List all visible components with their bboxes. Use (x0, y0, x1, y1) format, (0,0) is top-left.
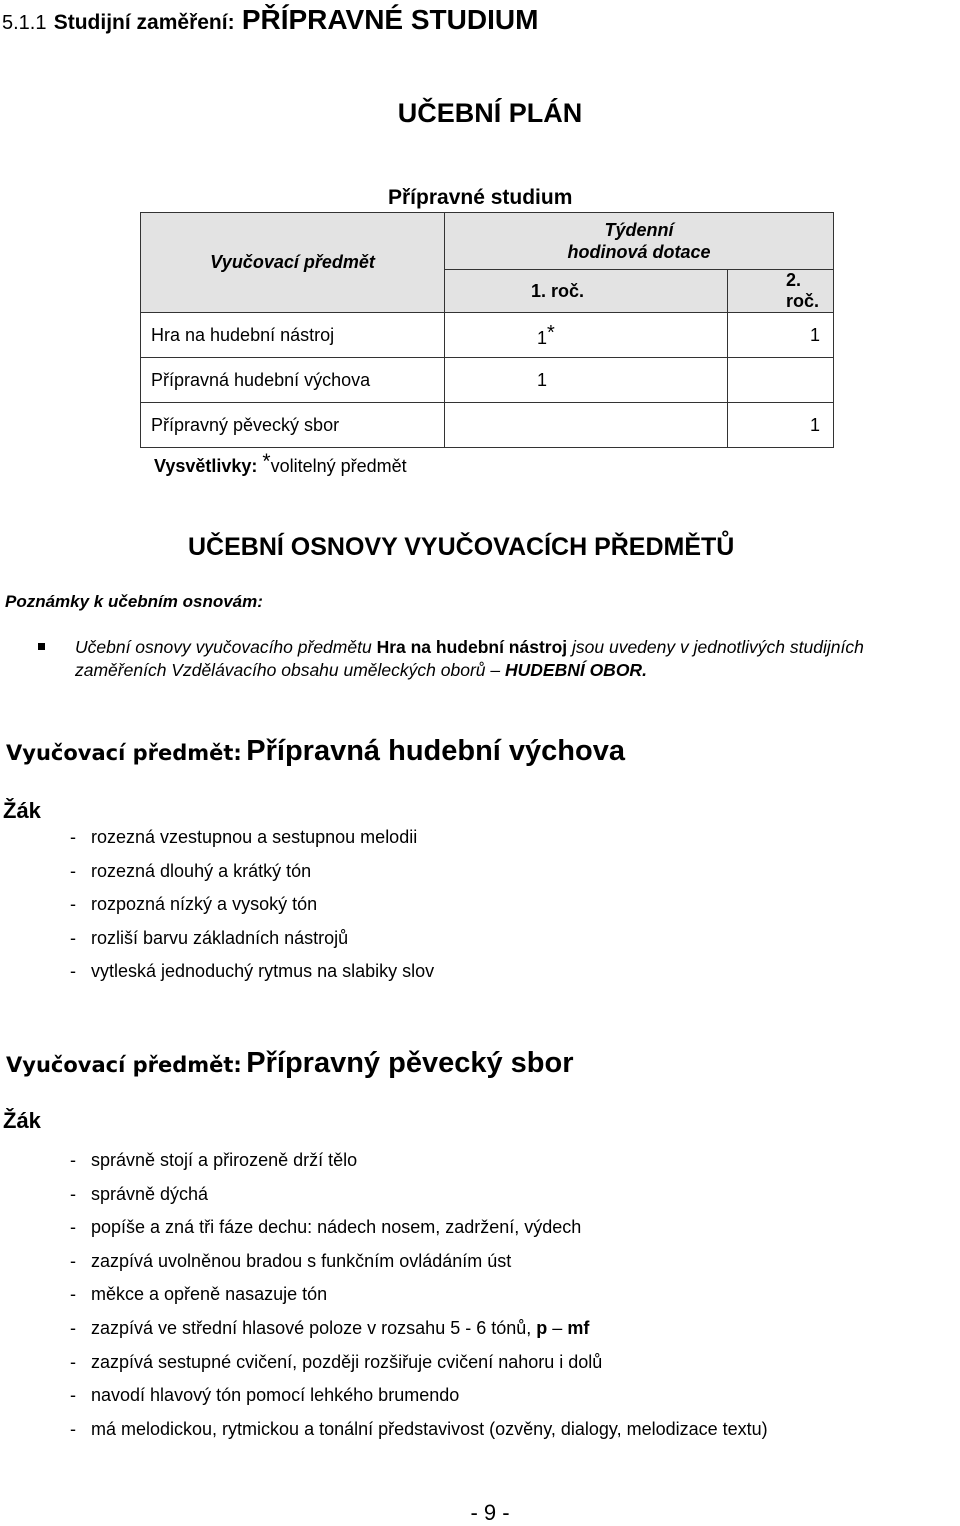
table-row (141, 358, 834, 403)
subject-label: Vyučovací předmět: (6, 741, 242, 765)
hours-header-line1: Týdenní (604, 220, 674, 240)
plan-title: UČEBNÍ PLÁN (397, 98, 583, 128)
section-heading (2, 4, 538, 36)
square-bullet-icon (38, 643, 45, 650)
section-label: Studijní zaměření: (53, 11, 235, 34)
curriculum-note: Učební osnovy vyučovacího předmětu Hra na hudební nástroj jsou uvedeny v jednotlivých studijních zaměřeních Vzdělávacího obsahu uměleckých oborů – HUDEBNÍ OBOR. (75, 637, 864, 680)
list-item: - rozezná dlouhý a krátký tón (70, 860, 312, 881)
year2-cell: 1 (728, 313, 834, 358)
list-item: - správně dýchá (70, 1183, 209, 1204)
outcome-list (70, 826, 434, 994)
list-item: - navodí hlavový tón pomocí lehkého brumendo (70, 1385, 460, 1406)
year1-header: 1. roč. (445, 270, 728, 313)
dynamic-mf: mf (567, 1317, 590, 1338)
table-row (141, 313, 834, 358)
list-item: - zazpívá sestupné cvičení, později rozšiřuje cvičení nahoru i dolů (70, 1351, 603, 1372)
legend-mark: * (262, 450, 271, 473)
list-item: - rozliší barvu základních nástrojů (70, 927, 349, 948)
section-number: 5.1.1 (2, 12, 47, 34)
dynamic-dash: – (552, 1317, 563, 1338)
list-item: - má melodickou, rytmickou a tonální představivost (ozvěny, dialogy, melodizace textu) (70, 1418, 768, 1439)
table-row (141, 403, 834, 448)
list-item: - zazpívá uvolněnou bradou s funkčním ovládáním úst (70, 1250, 512, 1271)
legend-text: volitelný předmět (270, 456, 407, 476)
notes-label: Poznámky k učebním osnovám: (5, 592, 263, 611)
subject-heading (6, 735, 625, 768)
page-number: - 9 - (470, 1500, 510, 1525)
curriculum-title: UČEBNÍ OSNOVY VYUČOVACÍCH PŘEDMĚTŮ (188, 533, 735, 561)
note-bold-subject: Hra na hudební nástroj (376, 637, 568, 657)
subject-name: Přípravná hudební výchova (246, 735, 625, 767)
year2-header: 2. roč. (728, 270, 834, 313)
list-item: - vytleská jednoduchý rytmus na slabiky slov (70, 961, 435, 982)
plan-subtitle: Přípravné studium (388, 186, 573, 209)
year1-cell: 1* (445, 313, 728, 358)
section-title: PŘÍPRAVNÉ STUDIUM (241, 4, 539, 35)
year2-cell (728, 358, 834, 403)
subject-name: Přípravný pěvecký sbor (246, 1047, 574, 1079)
subject-column-header: Vyučovací předmět (141, 213, 445, 313)
subject-cell: Hra na hudební nástroj (141, 313, 445, 358)
list-item: - měkce a opřeně nasazuje tón (70, 1284, 328, 1305)
list-item: - popíše a zná tři fáze dechu: nádech nosem, zadržení, výdech (70, 1217, 582, 1238)
note-bold-field: HUDEBNÍ OBOR. (504, 660, 647, 680)
list-item: - správně stojí a přirozeně drží tělo (70, 1150, 358, 1170)
hours-column-header (445, 213, 834, 270)
subject-cell: Přípravná hudební výchova (141, 358, 445, 403)
pupil-label: Žák (3, 1108, 41, 1133)
list-item: - rozezná vzestupnou a sestupnou melodii (70, 827, 418, 847)
subject-cell: Přípravný pěvecký sbor (141, 403, 445, 448)
list-item: - rozpozná nízký a vysoký tón (70, 894, 318, 915)
study-plan-table (140, 212, 834, 448)
dynamic-p: p (536, 1317, 548, 1338)
pupil-label: Žák (3, 798, 41, 823)
legend (154, 450, 407, 477)
optional-mark: * (547, 321, 555, 344)
subject-label: Vyučovací předmět: (6, 1053, 242, 1077)
hours-header-line2: hodinová dotace (567, 242, 711, 262)
year2-cell: 1 (728, 403, 834, 448)
year1-cell: 1 (445, 358, 728, 403)
subject-heading (6, 1047, 574, 1080)
outcome-list (70, 1149, 768, 1451)
legend-label: Vysvětlivky: (154, 456, 258, 476)
list-item: - zazpívá ve střední hlasové poloze v rozsahu 5 - 6 tónů, p – mf (70, 1317, 590, 1338)
year1-cell (445, 403, 728, 448)
